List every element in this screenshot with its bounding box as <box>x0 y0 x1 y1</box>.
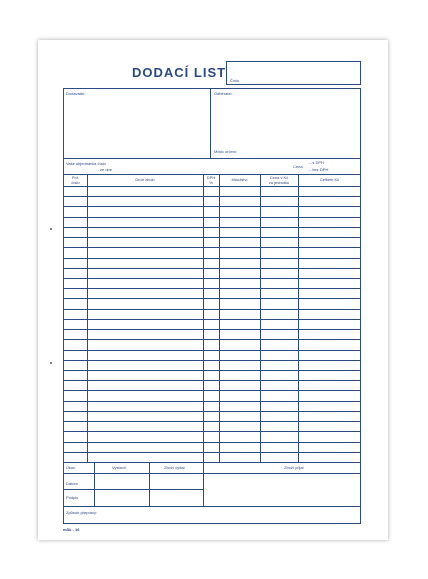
number-field[interactable] <box>226 61 361 85</box>
col-header-line: Celkem Kč <box>319 177 340 182</box>
col-received: Zboží přijal <box>284 465 304 470</box>
col-header-line: Cena v Kč <box>269 175 289 180</box>
table-row-line <box>64 442 361 443</box>
price-excl-vat: – bez DPH <box>309 167 329 172</box>
table-row-line <box>64 350 361 351</box>
table-row-line <box>64 196 361 197</box>
delivery-note-sheet <box>38 40 388 540</box>
table-row-line <box>64 421 361 422</box>
table-row-line <box>64 380 361 381</box>
table-row-line <box>64 360 361 361</box>
col-header-line: % <box>209 179 213 185</box>
col-header-quantity <box>219 178 260 183</box>
table-row-line <box>64 258 361 259</box>
col-header-order-number <box>64 176 87 185</box>
table-row-line <box>64 452 361 453</box>
footer-divider <box>149 462 150 506</box>
table-row-line <box>64 227 361 228</box>
table-row-line <box>64 247 361 248</box>
col-issued: Vystavil <box>112 465 126 470</box>
col-header-line: DPH <box>206 175 216 180</box>
table-row-line <box>64 298 361 299</box>
table-row-line <box>64 329 361 330</box>
signature-block <box>64 462 361 524</box>
table-row-line <box>64 278 361 279</box>
col-header-vat <box>203 176 219 185</box>
table-row-line <box>64 390 361 391</box>
price-incl-vat: – s DPH <box>309 160 324 165</box>
form-title: DODACÍ LIST <box>132 65 227 80</box>
punch-mark <box>50 228 52 230</box>
destination-label: Místo určení: <box>214 149 238 154</box>
table-row-line <box>64 309 361 310</box>
table-row-line <box>64 411 361 412</box>
col-header-goods <box>87 178 203 183</box>
footer-line <box>64 489 203 490</box>
footer-divider <box>94 462 95 506</box>
footer-line <box>64 473 203 474</box>
table-row-line <box>64 339 361 340</box>
col-header-line: Poř. <box>71 175 80 180</box>
table-row-line <box>64 370 361 371</box>
items-table <box>64 174 361 462</box>
transport-label: Způsob přepravy: <box>66 510 98 515</box>
col-header-total <box>298 178 361 183</box>
party-divider <box>210 89 211 158</box>
customer-label: Odběratel: <box>214 91 233 96</box>
number-label: Číslo <box>230 78 240 83</box>
table-row-line <box>64 431 361 432</box>
supplier-label: Dodavatel: <box>66 91 86 96</box>
row-label-date: Datum <box>66 481 78 486</box>
party-bottom-line <box>64 158 361 159</box>
table-row-line <box>64 288 361 289</box>
col-dispatched: Zboží vydal <box>164 465 185 470</box>
footer-line <box>64 506 361 507</box>
footer-line <box>203 473 361 474</box>
row-label-action: Úkon <box>66 465 76 470</box>
table-row-line <box>64 206 361 207</box>
table-row-line <box>64 401 361 402</box>
col-header-line: Množství <box>231 177 248 182</box>
table-header-line <box>64 186 361 187</box>
table-row-line <box>64 237 361 238</box>
order-label-line1: Vaše objednávka číslo <box>66 161 106 166</box>
col-header-line: Druh zboží <box>135 177 155 182</box>
punch-mark <box>50 362 52 364</box>
form-code: mSk - 16 <box>63 527 80 532</box>
table-row-line <box>64 268 361 269</box>
col-header-line: za jednotku <box>268 179 290 185</box>
main-frame <box>63 88 361 524</box>
table-row-line <box>64 217 361 218</box>
row-label-signature: Podpis <box>66 495 79 500</box>
footer-divider <box>203 462 204 506</box>
price-label: Cena <box>293 164 303 169</box>
col-header-unit-price <box>260 176 298 185</box>
col-header-line: číslo <box>71 179 80 185</box>
table-row-line <box>64 319 361 320</box>
order-label-line2: ze dne <box>100 167 113 172</box>
